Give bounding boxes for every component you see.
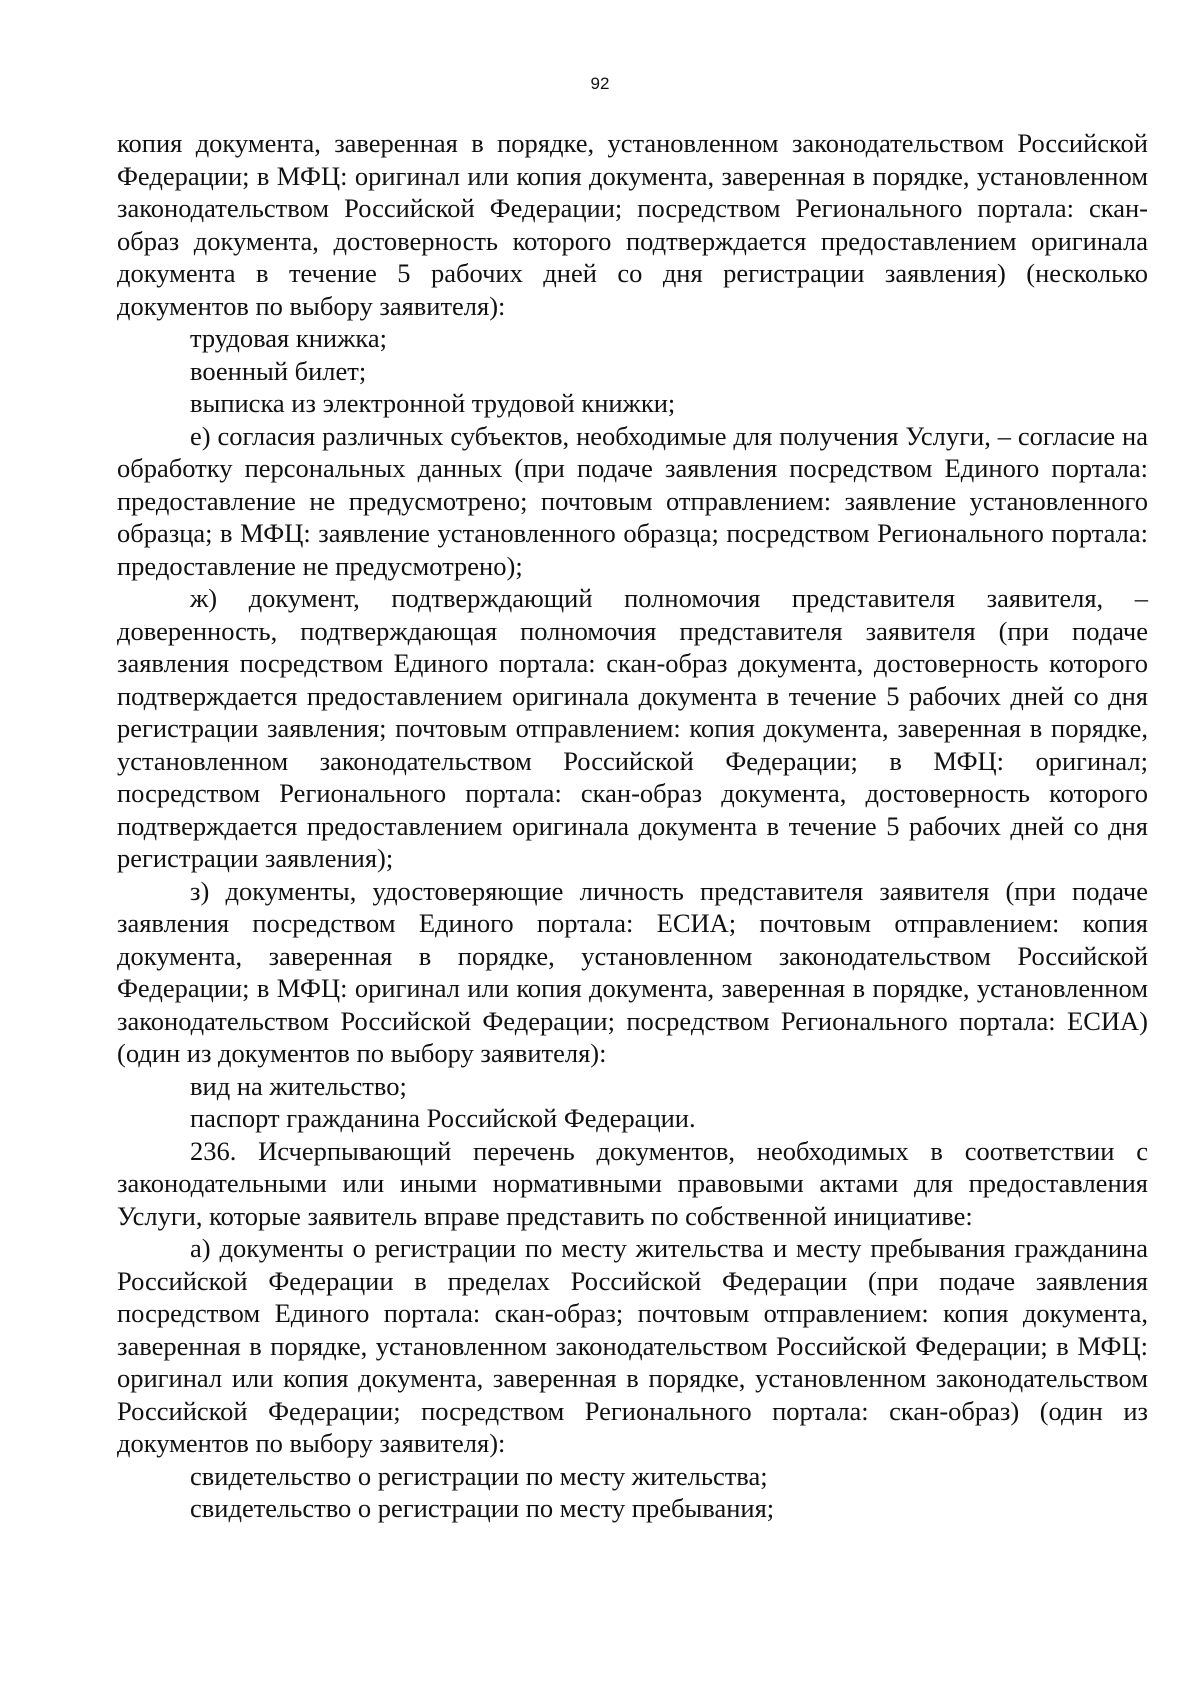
paragraph-continuation: копия документа, заверенная в порядке, установленном законодательством Российской Федерации; в МФЦ: оригинал или копия документа, заверенная в порядке, установленном законодательством Российской Федерации; посредством Регионального портала: скан-образ документа, достоверность которого подтверждается предоставлением оригинала документа в течение 5 рабочих дней со дня регистрации заявления) (несколько документов по выбору заявителя):	[117, 128, 1148, 321]
list-item: свидетельство о регистрации по месту жительства;	[190, 1460, 768, 1491]
list-item: военный билет;	[190, 355, 367, 386]
list-item: вид на жительство;	[190, 1070, 407, 1101]
paragraph-item-z: з) документы, удостоверяющие личность представителя заявителя (при подаче заявления посредством Единого портала: ЕСИА; почтовым отправлением: копия документа, заверенная в порядке, установленном законодательством Российской Федерации; в МФЦ: оригинал или копия документа, заверенная в порядке, установленном законодательством Российской Федерации; посредством Регионального портала: ЕСИА) (один из документов по выбору заявителя):	[117, 875, 1148, 1068]
page-number: 92	[590, 74, 610, 93]
paragraph-item-e: е) согласия различных субъектов, необходимые для получения Услуги, – согласие на обработку персональных данных (при подаче заявления посредством Единого портала: предоставление не предусмотрено; почтовым отправлением: заявление установленного образца; в МФЦ: заявление установленного образца; посредством Регионального портала: предоставление не предусмотрено);	[117, 420, 1148, 581]
list-item: паспорт гражданина Российской Федерации.	[190, 1103, 696, 1133]
document-body	[117, 127, 1148, 1525]
list-item: выписка из электронной трудовой книжки;	[190, 388, 676, 418]
list-item: свидетельство о регистрации по месту пребывания;	[190, 1493, 775, 1523]
paragraph-item-a: а) документы о регистрации по месту жительства и месту пребывания гражданина Российской Федерации в пределах Российской Федерации (при подаче заявления посредством Единого портала: скан-образ; почтовым отправлением: копия документа, заверенная в порядке, установленном законодательством Российской Федерации; в МФЦ: оригинал или копия документа, заверенная в порядке, установленном законодательством Российской Федерации; посредством Регионального портала: скан-образ) (один из документов по выбору заявителя):	[117, 1233, 1148, 1458]
paragraph-section-236: 236. Исчерпывающий перечень документов, необходимых в соответствии с законодательными или иными нормативными правовыми актами для предоставления Услуги, которые заявитель вправе представить по собственной инициативе:	[117, 1135, 1148, 1231]
list-item: трудовая книжка;	[190, 323, 388, 353]
paragraph-item-zh: ж) документ, подтверждающий полномочия представителя заявителя, – доверенность, подтверждающая полномочия представителя заявителя (при подаче заявления посредством Единого портала: скан-образ документа, достоверность которого подтверждается предоставлением оригинала документа в течение 5 рабочих дней со дня регистрации заявления; почтовым отправлением: копия документа, заверенная в порядке, установленном законодательством Российской Федерации; в МФЦ: оригинал; посредством Регионального портала: скан-образ документа, достоверность которого подтверждается предоставлением оригинала документа в течение 5 рабочих дней со дня регистрации заявления);	[117, 583, 1148, 873]
